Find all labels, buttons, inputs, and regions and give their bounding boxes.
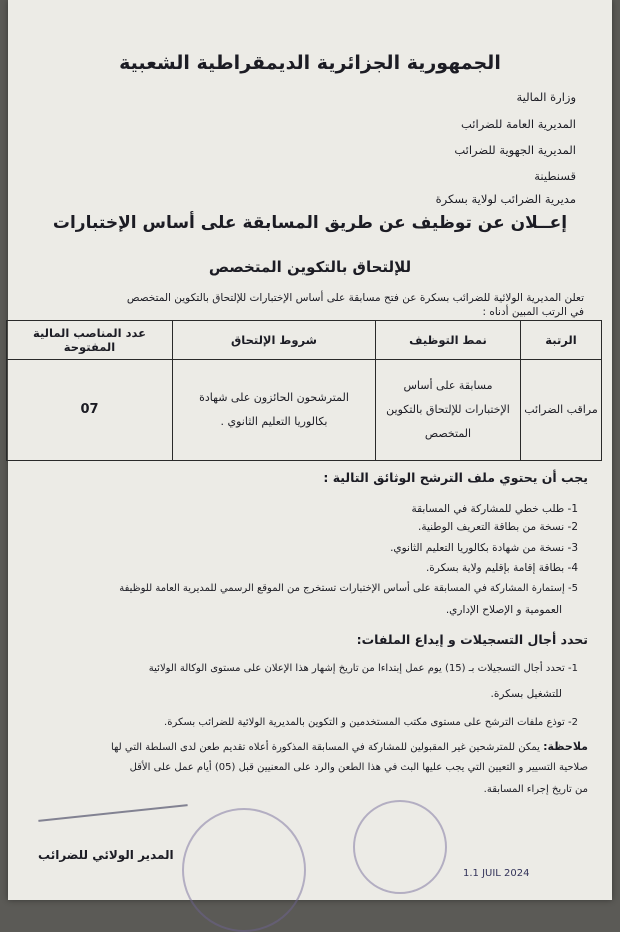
official-round-stamp xyxy=(182,808,306,932)
positions-table xyxy=(6,320,602,461)
conditions-cell xyxy=(173,360,376,461)
note-text: يمكن للمترشحين غير المقبولين للمشاركة في المسابقة المذكورة أعلاه تقديم طعن لدى السلطة التي لها xyxy=(110,742,540,753)
document-page xyxy=(8,0,612,900)
announcement-intro-2: في الرتب المبين أدناه : xyxy=(482,306,584,318)
col-conditions-header: شروط الإلتحاق xyxy=(173,321,376,360)
date-stamp: 1.1 JUIL 2024 xyxy=(463,868,530,879)
list-item: 5- إستمارة المشاركة في المسابقة على أساس الإختبارات تستخرج من الموقع الرسمي للمديرية العامة للوظيفة xyxy=(119,583,578,594)
header-regional-directorate: المديرية الجهوية للضرائب xyxy=(454,143,576,157)
deadline-item-2: 2- توذع ملفات الترشح على مستوى مكتب المستخدمين و التكوين بالمديرية الولائية للضرائب بسكرة. xyxy=(164,717,578,728)
list-item: 1- طلب خطي للمشاركة في المسابقة xyxy=(411,503,578,515)
deadline-item-1-continuation: للتشغيل بسكرة. xyxy=(490,688,562,700)
mode-cell xyxy=(376,360,521,461)
header-ministry: وزارة المالية xyxy=(516,90,576,104)
seal-stamp xyxy=(353,800,447,894)
list-item: 4- بطاقة إقامة بإقليم ولاية بسكرة. xyxy=(425,562,578,574)
note-label: ملاحظة: xyxy=(543,740,588,753)
documents-heading: يجب أن يحتوي ملف الترشح الوثائق التالية : xyxy=(323,470,588,485)
list-item-continuation: العمومية و الإصلاح الإداري. xyxy=(445,604,562,616)
deadline-item-1: 1- تحدد أجال التسجيلات بـ (15) يوم عمل إبتداءا من تاريخ إشهار هذا الإعلان على مستوى الوكالة الولائية xyxy=(148,663,578,674)
note-line-2: صلاحية التسيير و التعيين التي يجب عليها البث في هذا الطعن والرد على المعنيين قبل (05) أيام عمل على الأقل xyxy=(129,762,588,773)
conditions-line: بكالوريا التعليم الثانوي . xyxy=(220,415,328,428)
signature-stroke xyxy=(38,804,187,822)
deadlines-heading: تحدد أجال التسجيلات و إيداع الملفات: xyxy=(356,632,588,647)
mode-line: المتخصص xyxy=(424,427,472,440)
announcement-title: إعــلان عن توظيف عن طريق المسابقة على أساس الإختبارات xyxy=(52,213,568,233)
header-general-directorate: المديرية العامة للضرائب xyxy=(461,117,576,131)
col-mode-header: نمط التوظيف xyxy=(376,321,521,360)
header-city: قسنطينة xyxy=(534,169,576,183)
list-item: 2- نسخة من بطاقة التعريف الوطنية. xyxy=(418,521,578,533)
announcement-intro: تعلن المديرية الولائية للضرائب بسكرة عن فتح مسابقة على أساس الإختبارات للإلتحاق بالتكوين المتخصص xyxy=(126,292,584,304)
republic-title: الجمهورية الجزائرية الديمقراطية الشعبية xyxy=(119,52,501,74)
announcement-subtitle: للإلتحاق بالتكوين المتخصص xyxy=(208,258,412,276)
mode-line: مسابقة على أساس xyxy=(403,379,493,392)
table-row xyxy=(7,360,602,461)
header-wilaya-directorate: مديرية الضرائب لولاية بسكرة xyxy=(435,192,576,206)
note-line-1 xyxy=(111,740,588,753)
rank-cell: مراقب الضرائب xyxy=(521,360,602,461)
list-item: 3- نسخة من شهادة بكالوريا التعليم الثانوي. xyxy=(390,542,578,554)
positions-cell: 07 xyxy=(7,360,173,461)
col-positions-header: عدد المناصب المالية المفتوحة xyxy=(7,321,173,360)
signatory-title: المدير الولائي للضرائب xyxy=(38,848,174,862)
col-rank-header: الرتبة xyxy=(521,321,602,360)
mode-line: الإختبارات للإلتحاق بالتكوين xyxy=(386,403,510,416)
note-line-3: من تاريخ إجراء المسابقة. xyxy=(483,784,588,795)
table-header-row xyxy=(7,321,602,360)
conditions-line: المترشحون الحائزون على شهادة xyxy=(199,391,349,404)
